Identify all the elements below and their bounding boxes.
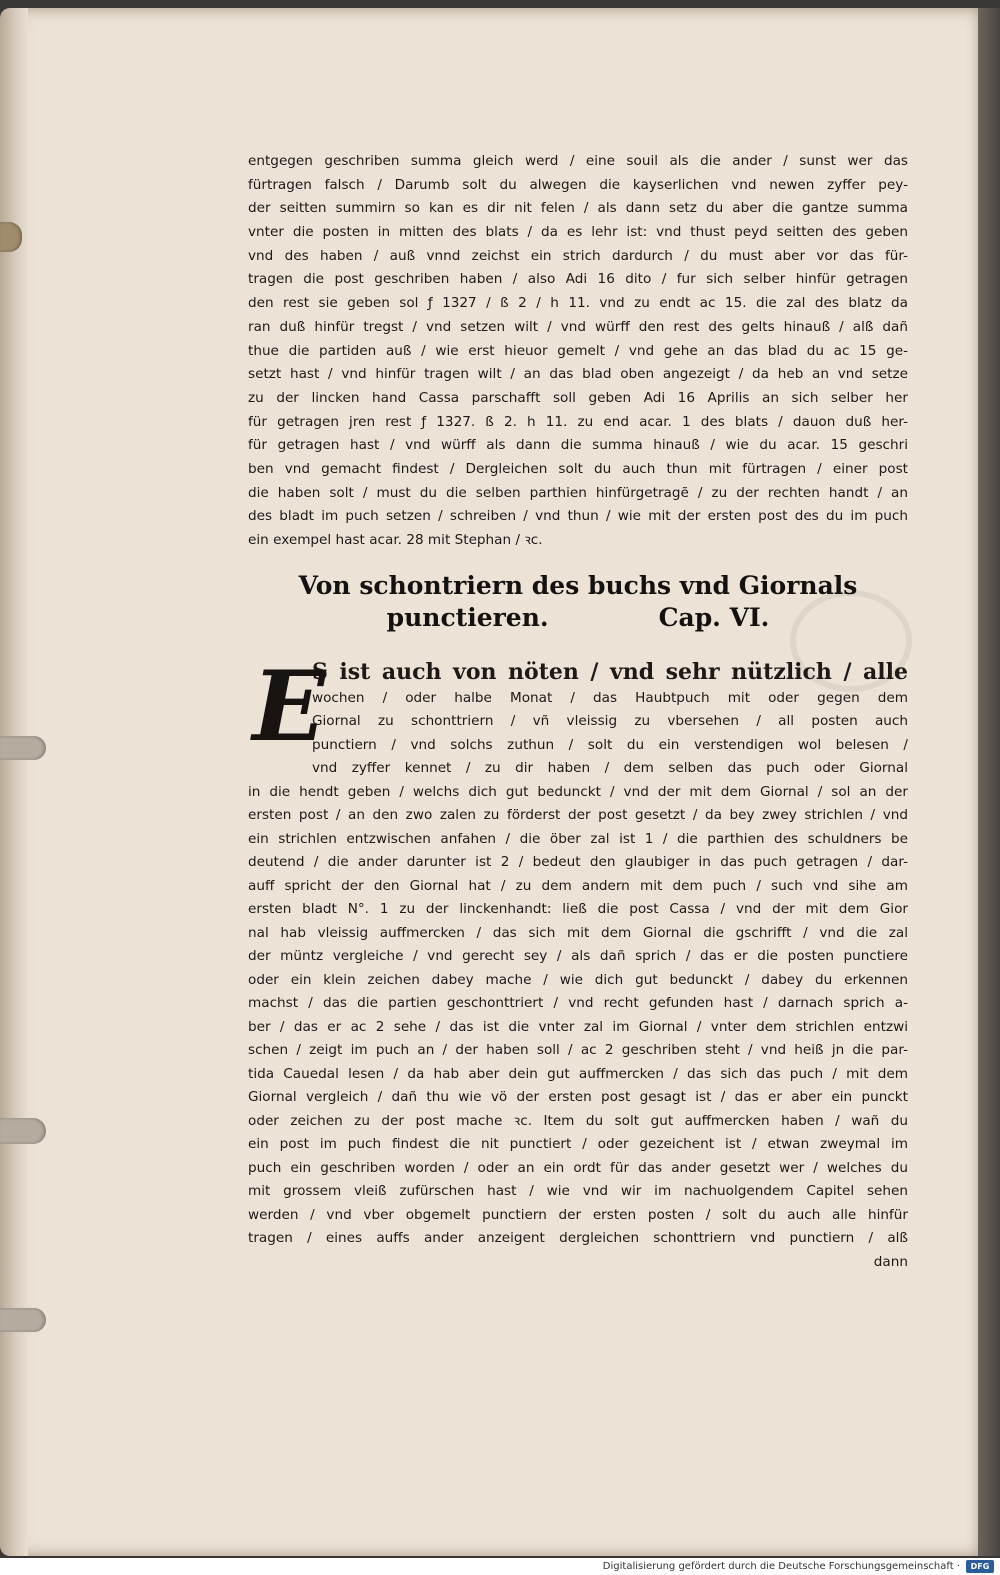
chapter-first-line: S ist auch von nöten / vnd sehr nützlich / alle: [312, 658, 908, 685]
chapter-heading: [248, 569, 908, 633]
text-line: thue die partiden auß / wie erst hieuor gemelt / vnd gehe an das blad du ac 15 ge-: [248, 342, 908, 359]
bookmark-tab: [0, 222, 22, 252]
clasp-tab: [0, 1118, 46, 1144]
text-line: ein post im puch findest die nit punctiert / oder gezeichent ist / etwan zweymal im: [248, 1136, 908, 1153]
clasp-tab: [0, 736, 46, 760]
chapter-number: Cap. VI.: [658, 602, 770, 632]
text-line: ersten bladt N°. 1 zu der linckenhandt: ließ die post Cassa / vnd der mit dem Gior: [248, 901, 908, 918]
text-line: tragen die post geschriben haben / also Adi 16 dito / fur sich selber hinfür getragen: [248, 271, 908, 288]
text-line: die haben solt / must du die selben parthien hinfürgetragẽ / zu der rechten handt / an: [248, 484, 908, 501]
text-line: machst / das die partien geschonttriert / vnd recht gefunden hast / darnach sprich a-: [248, 995, 908, 1012]
dfg-logo: DFG: [966, 1560, 994, 1573]
text-line: ersten post / an den zwo zalen zu förderst der post gesetzt / da bey zwey strichlen / vnd: [248, 807, 908, 824]
text-line: oder ein klein zeichen dabey mache / wie dich gut bedunckt / dabey du erkennen: [248, 971, 908, 988]
clasp-tab: [0, 1308, 46, 1332]
page-fore-edge: [978, 8, 1000, 1556]
text-line: der seitten summirn so kan es dir nit felen / als dann setz du aber die gantze summa: [248, 200, 908, 217]
heading-line-2: [248, 603, 908, 633]
text-line: für getragen jren rest ƒ 1327. ß 2. h 11. zu end acar. 1 des blats / dauon duß her-: [248, 413, 908, 430]
text-line: auff spricht der den Giornal hat / zu dem andern mit dem puch / such vnd sihe am: [248, 877, 908, 894]
text-line: ben vnd gemacht findest / Dergleichen solt du auch thun mit fürtragen / einer post: [248, 460, 908, 477]
text-line: werden / vnd vber obgemelt punctiern der ersten posten / solt du auch alle hinfür: [248, 1206, 908, 1223]
text-line: entgegen geschriben summa gleich werd / eine souil als die ander / sunst wer das: [248, 153, 908, 169]
drop-cap-initial: E: [252, 649, 326, 763]
text-line: puch ein geschriben worden / oder an ein ordt für das ander gesetzt wer / welches du: [248, 1159, 908, 1176]
page-text: [248, 150, 908, 1274]
text-line: der müntz vergleiche / vnd gerecht sey / als dañ sprich / das er die posten punctiere: [248, 948, 908, 965]
text-line: tragen / eines auffs ander anzeigent dergleichen schonttriern vnd punctiern / alß: [248, 1230, 908, 1247]
text-line: deutend / die ander darunter ist 2 / bedeut den glaubiger in das puch getragen / dar-: [248, 854, 908, 871]
text-line: wochen / oder halbe Monat / das Haubtpuch mit oder gegen dem: [312, 689, 908, 706]
catchword-row: [248, 1251, 908, 1275]
text-line: mit grossem vleiß zufürschen hast / wie vnd wir im nachuolgendem Capitel sehen: [248, 1183, 908, 1200]
text-line: fürtragen falsch / Darumb solt du alwegen die kayserlichen vnd newen zyffer pey-: [248, 176, 908, 193]
heading-line-1: Von schontriern des buchs vnd Giornals: [298, 570, 858, 600]
text-line: nal hab vleissig auffmercken / das sich mit dem Giornal die gschrifft / vnd die zal: [248, 924, 908, 941]
text-line: Giornal zu schonttriern / vñ vleissig zu vbersehen / all posten auch: [312, 713, 908, 730]
text-line: schen / zeigt im puch an / der haben soll / ac 2 geschriben steht / vnd heiß jn die par-: [248, 1042, 908, 1059]
chapter-body: [248, 649, 908, 1275]
heading-title-end: punctieren.: [386, 602, 549, 632]
text-line: ber / das er ac 2 sehe / das ist die vnter zal im Giornal / vnter dem strichlen entzwi: [248, 1018, 908, 1035]
text-line: zu der lincken hand Cassa parschafft soll geben Adi 16 Aprilis an sich selber her: [248, 389, 908, 406]
text-line: für getragen hast / vnd würff als dann die summa hinauß / wie du acar. 15 geschri: [248, 437, 908, 454]
chapter-lines: [248, 781, 908, 1251]
footer-credit: Digitalisierung gefördert durch die Deutsche Forschungsgemeinschaft ·: [602, 1561, 960, 1572]
text-line: vnd zyffer kennet / zu dir haben / dem selben das puch oder Giornal: [312, 760, 908, 777]
opening-paragraph: [248, 150, 908, 553]
catchword: dann: [873, 1253, 908, 1270]
text-line: des bladt im puch setzen / schreiben / vnd thun / wie mit der ersten post des du im puch: [248, 508, 908, 525]
text-line: ran duß hinfür tregst / vnd setzen wilt / vnd würff den rest des gelts hinauß / alß dañ: [248, 318, 908, 335]
text-line: ein strichlen entzwischen anfahen / die öber zal ist 1 / die parthien des schuldners be: [248, 830, 908, 847]
chapter-indented-lines: [248, 687, 908, 781]
text-line: ein exempel hast acar. 28 mit Stephan / ꝛc.: [248, 532, 543, 548]
text-line: vnd des haben / auß vnnd zeichst ein strich dardurch / du must aber vor das für-: [248, 247, 908, 264]
text-line: tida Cauedal lesen / da hab aber dein gut auffmercken / das sich das puch / mit dem: [248, 1065, 908, 1082]
text-line: den rest sie geben sol ƒ 1327 / ß 2 / h 11. vnd zu endt ac 15. die zal des blatz da: [248, 295, 908, 312]
text-line: punctiern / vnd solchs zuthun / solt du ein verstendigen wol belesen /: [312, 736, 908, 753]
text-line: in die hendt geben / welchs dich gut bedunckt / vnd der mit dem Giornal / sol an der: [248, 783, 908, 800]
footer-bar: [0, 1558, 1000, 1575]
text-line: setzt hast / vnd hinfür tragen wilt / an das blad oben angezeigt / da heb an vnd setze: [248, 366, 908, 383]
text-line: oder zeichen zu der post mache ꝛc. Item du solt gut auffmercken haben / wañ du: [248, 1112, 908, 1129]
text-line: vnter die posten in mitten des blats / da es lehr ist: vnd thust peyd seitten des geben: [248, 224, 908, 241]
text-line: Giornal vergleich / dañ thu wie vö der ersten post gesagt ist / das er aber ein punckt: [248, 1089, 908, 1106]
